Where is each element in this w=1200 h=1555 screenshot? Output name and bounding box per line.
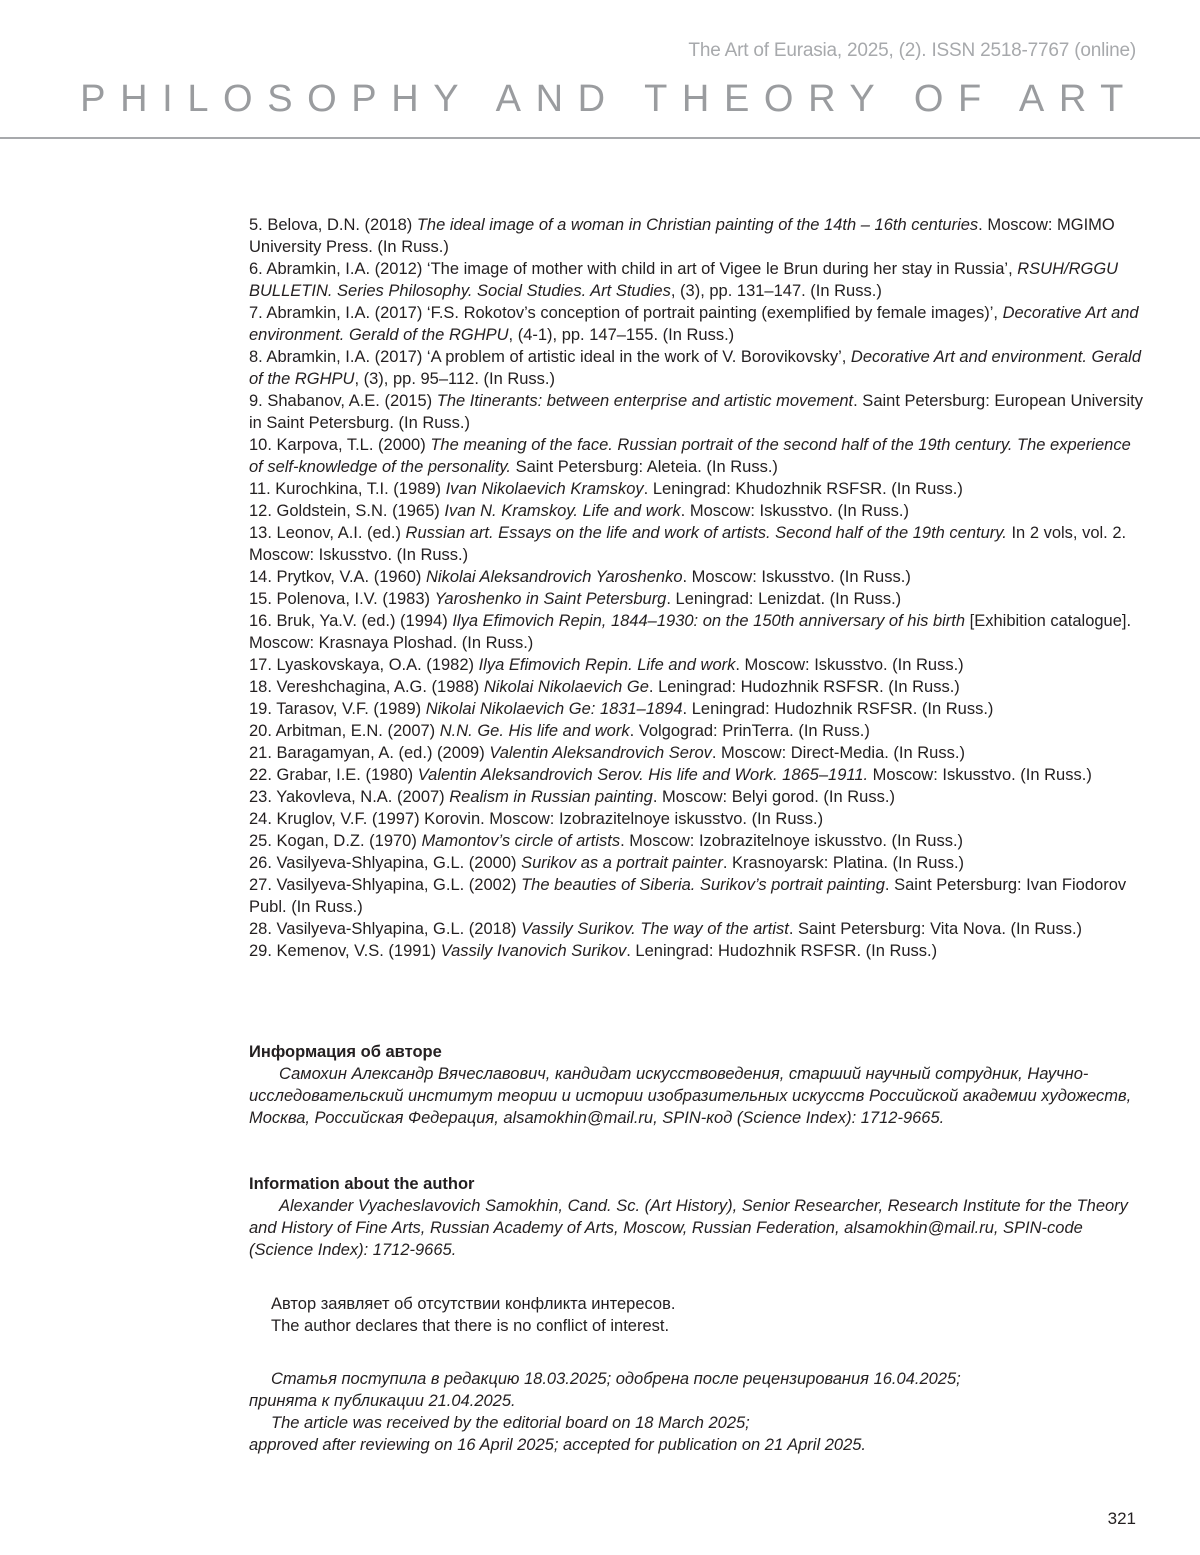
reference-title: RSUH/RGGU BULLETIN. Series Philosophy. Social Studies. Art Studies <box>249 260 1119 300</box>
reference-post: . Leningrad: Khudozhnik RSFSR. (In Russ.) <box>643 480 963 498</box>
reference-item <box>249 588 1144 610</box>
reference-item <box>249 940 1144 962</box>
reference-title: The Itinerants: between enterprise and artistic movement <box>436 392 854 410</box>
reference-pre: 14. Prytkov, V.A. (1960) <box>249 568 427 586</box>
reference-pre: 21. Baragamyan, A. (ed.) (2009) <box>249 744 490 762</box>
reference-item <box>249 610 1144 654</box>
reference-title: Decorative Art and environment. Gerald of the RGHPU <box>249 304 1139 344</box>
reference-item <box>249 874 1144 918</box>
reference-title: Surikov as a portrait painter <box>521 854 723 872</box>
reference-post: . Saint Petersburg: European University in Saint Petersburg. (In Russ.) <box>249 392 1143 432</box>
reference-title: N.N. Ge. His life and work <box>439 722 630 740</box>
reference-pre: 17. Lyaskovskaya, O.A. (1982) <box>249 656 479 674</box>
reference-pre: 19. Tarasov, V.F. (1989) <box>249 700 426 718</box>
reference-pre: 16. Bruk, Ya.V. (ed.) (1994) <box>249 612 453 630</box>
reference-item <box>249 654 1144 676</box>
reference-item <box>249 522 1144 566</box>
reference-post: . Moscow: Izobrazitelnoye iskusstvo. (In Russ.) <box>620 832 964 850</box>
conflict-statement-ru: Автор заявляет об отсутствии конфликта интересов. <box>271 1295 676 1313</box>
reference-post: . Leningrad: Hudozhnik RSFSR. (In Russ.) <box>626 942 938 960</box>
author-info-en <box>249 1173 1144 1261</box>
article-dates-ru-line1: Статья поступила в редакцию 18.03.2025; одобрена после рецензирования 16.04.2025; <box>271 1370 961 1388</box>
reference-post: Moscow: Iskusstvo. (In Russ.) <box>868 766 1092 784</box>
reference-pre: 5. Belova, D.N. (2018) <box>249 216 417 234</box>
reference-title: The ideal image of a woman in Christian painting of the 14th – 16th centuries <box>416 216 979 234</box>
reference-post: , (4-1), pp. 147–155. (In Russ.) <box>508 326 735 344</box>
reference-title: Yaroshenko in Saint Petersburg <box>434 590 667 608</box>
author-info-en-body: Alexander Vyacheslavovich Samokhin, Cand. Sc. (Art History), Senior Researcher, Research Institute for the Theory and History of Fine Arts, Russian Academy of Arts, Moscow, Russian Federation, alsamokhin@mail.ru, SPIN-code (Science Index): 1712-9665. <box>249 1197 1128 1259</box>
reference-post: , (3), pp. 131–147. (In Russ.) <box>670 282 882 300</box>
reference-item <box>249 918 1144 940</box>
reference-post: . Moscow: MGIMO University Press. (In Russ.) <box>249 216 1115 256</box>
reference-title: Ilya Efimovich Repin. Life and work <box>478 656 736 674</box>
author-info-ru-body: Самохин Александр Вячеславович, кандидат искусствоведения, старший научный сотрудник, Научно-исследовательский институт теории и истории изобразительных искусств Российской академии художеств, Москва, Российская Федерация, alsamokhin@mail.ru, SPIN-код (Science Index): 1712-9665. <box>249 1065 1132 1127</box>
article-dates <box>249 1368 1144 1456</box>
reference-pre: 9. Shabanov, A.E. (2015) <box>249 392 437 410</box>
reference-item <box>249 478 1144 500</box>
reference-title: The meaning of the face. Russian portrait of the second half of the 19th century. The experience of self-knowledge of the personality. <box>249 436 1131 476</box>
reference-title: Realism in Russian painting <box>449 788 653 806</box>
reference-post: . Moscow: Iskusstvo. (In Russ.) <box>682 568 911 586</box>
reference-post: . Volgograd: PrinTerra. (In Russ.) <box>629 722 870 740</box>
reference-post: . Krasnoyarsk: Platina. (In Russ.) <box>722 854 965 872</box>
article-dates-en-line1: The article was received by the editorial board on 18 March 2025; <box>271 1414 750 1432</box>
reference-pre: 23. Yakovleva, N.A. (2007) <box>249 788 450 806</box>
reference-item <box>249 786 1144 808</box>
reference-title: Vassily Surikov. The way of the artist <box>521 920 789 938</box>
author-info-ru <box>249 1041 1144 1129</box>
reference-item <box>249 808 1144 830</box>
reference-title: Ivan N. Kramskoy. Life and work <box>444 502 681 520</box>
reference-item <box>249 302 1144 346</box>
reference-pre: 27. Vasilyeva-Shlyapina, G.L. (2002) <box>249 876 522 894</box>
reference-title: Mamontov’s circle of artists <box>421 832 621 850</box>
reference-pre: 20. Arbitman, E.N. (2007) <box>249 722 440 740</box>
reference-title: Ilya Efimovich Repin, 1844–1930: on the 150th anniversary of his birth <box>452 612 966 630</box>
reference-pre: 24. Kruglov, V.F. (1997) Korovin. Moscow: Izobrazitelnoye iskusstvo. (In Russ.) <box>249 810 824 828</box>
reference-item <box>249 390 1144 434</box>
reference-pre: 13. Leonov, A.I. (ed.) <box>249 524 406 542</box>
reference-post: [Exhibition catalogue]. Moscow: Krasnaya Ploshad. (In Russ.) <box>249 612 1132 652</box>
reference-post: , (3), pp. 95–112. (In Russ.) <box>354 370 556 388</box>
reference-post: . Leningrad: Hudozhnik RSFSR. (In Russ.) <box>682 700 994 718</box>
reference-item <box>249 764 1144 786</box>
reference-item <box>249 258 1144 302</box>
journal-citation: The Art of Eurasia, 2025, (2). ISSN 2518-7767 (online) <box>688 40 1136 61</box>
reference-pre: 28. Vasilyeva-Shlyapina, G.L. (2018) <box>249 920 522 938</box>
reference-post: . Moscow: Belyi gorod. (In Russ.) <box>652 788 895 806</box>
reference-title: Nikolai Nikolaevich Ge <box>483 678 649 696</box>
reference-item <box>249 566 1144 588</box>
reference-post: Saint Petersburg: Aleteia. (In Russ.) <box>511 458 778 476</box>
reference-title: Russian art. Essays on the life and work of artists. Second half of the 19th century. <box>405 524 1007 542</box>
reference-post: . Saint Petersburg: Ivan Fiodorov Publ. (In Russ.) <box>249 876 1127 916</box>
reference-post: . Moscow: Iskusstvo. (In Russ.) <box>680 502 909 520</box>
reference-post: . Leningrad: Lenizdat. (In Russ.) <box>666 590 902 608</box>
reference-post: . Saint Petersburg: Vita Nova. (In Russ.) <box>788 920 1083 938</box>
reference-pre: 6. Abramkin, I.A. (2012) ‘The image of mother with child in art of Vigee le Brun during her stay in Russia’, <box>249 260 1018 278</box>
author-info-ru-heading: Информация об авторе <box>249 1043 442 1061</box>
reference-item <box>249 830 1144 852</box>
article-dates-en-line2: approved after reviewing on 16 April 2025; accepted for publication on 21 April 2025. <box>249 1436 867 1454</box>
reference-item <box>249 346 1144 390</box>
page-number: 321 <box>1107 1509 1136 1528</box>
reference-title: Vassily Ivanovich Surikov <box>440 942 627 960</box>
reference-item <box>249 852 1144 874</box>
reference-title: Decorative Art and environment. Gerald of the RGHPU <box>249 348 1142 388</box>
reference-pre: 26. Vasilyeva-Shlyapina, G.L. (2000) <box>249 854 522 872</box>
header-divider <box>0 137 1200 139</box>
reference-title: Valentin Aleksandrovich Serov. His life and Work. 1865–1911. <box>417 766 869 784</box>
reference-title: Ivan Nikolaevich Kramskoy <box>445 480 644 498</box>
reference-item <box>249 698 1144 720</box>
author-info-en-heading: Information about the author <box>249 1175 475 1193</box>
reference-pre: 22. Grabar, I.E. (1980) <box>249 766 418 784</box>
reference-pre: 12. Goldstein, S.N. (1965) <box>249 502 445 520</box>
reference-item <box>249 214 1144 258</box>
reference-item <box>249 676 1144 698</box>
conflict-statement <box>249 1293 1144 1337</box>
reference-list <box>249 214 1144 962</box>
reference-post: . Moscow: Iskusstvo. (In Russ.) <box>735 656 964 674</box>
reference-pre: 10. Karpova, T.L. (2000) <box>249 436 431 454</box>
reference-pre: 18. Vereshchagina, A.G. (1988) <box>249 678 484 696</box>
reference-post: In 2 vols, vol. 2. Moscow: Iskusstvo. (In Russ.) <box>249 524 1127 564</box>
reference-pre: 11. Kurochkina, T.I. (1989) <box>249 480 446 498</box>
reference-pre: 29. Kemenov, V.S. (1991) <box>249 942 441 960</box>
reference-title: Nikolai Nikolaevich Ge: 1831–1894 <box>425 700 683 718</box>
reference-post: . Moscow: Direct-Media. (In Russ.) <box>711 744 965 762</box>
reference-item <box>249 720 1144 742</box>
reference-item <box>249 434 1144 478</box>
reference-item <box>249 742 1144 764</box>
reference-title: The beauties of Siberia. Surikov’s portrait painting <box>521 876 885 894</box>
section-title: PHILOSOPHY AND THEORY OF ART <box>80 78 1138 120</box>
reference-pre: 8. Abramkin, I.A. (2017) ‘A problem of artistic ideal in the work of V. Borovikovsky’, <box>249 348 851 366</box>
article-dates-ru-line2: принята к публикации 21.04.2025. <box>249 1392 516 1410</box>
reference-pre: 25. Kogan, D.Z. (1970) <box>249 832 422 850</box>
reference-post: . Leningrad: Hudozhnik RSFSR. (In Russ.) <box>648 678 960 696</box>
reference-item <box>249 500 1144 522</box>
conflict-statement-en: The author declares that there is no conflict of interest. <box>271 1317 670 1335</box>
reference-pre: 7. Abramkin, I.A. (2017) ‘F.S. Rokotov’s conception of portrait painting (exemplified by female images)’, <box>249 304 1003 322</box>
reference-title: Valentin Aleksandrovich Serov <box>489 744 712 762</box>
reference-title: Nikolai Aleksandrovich Yaroshenko <box>426 568 683 586</box>
reference-pre: 15. Polenova, I.V. (1983) <box>249 590 435 608</box>
